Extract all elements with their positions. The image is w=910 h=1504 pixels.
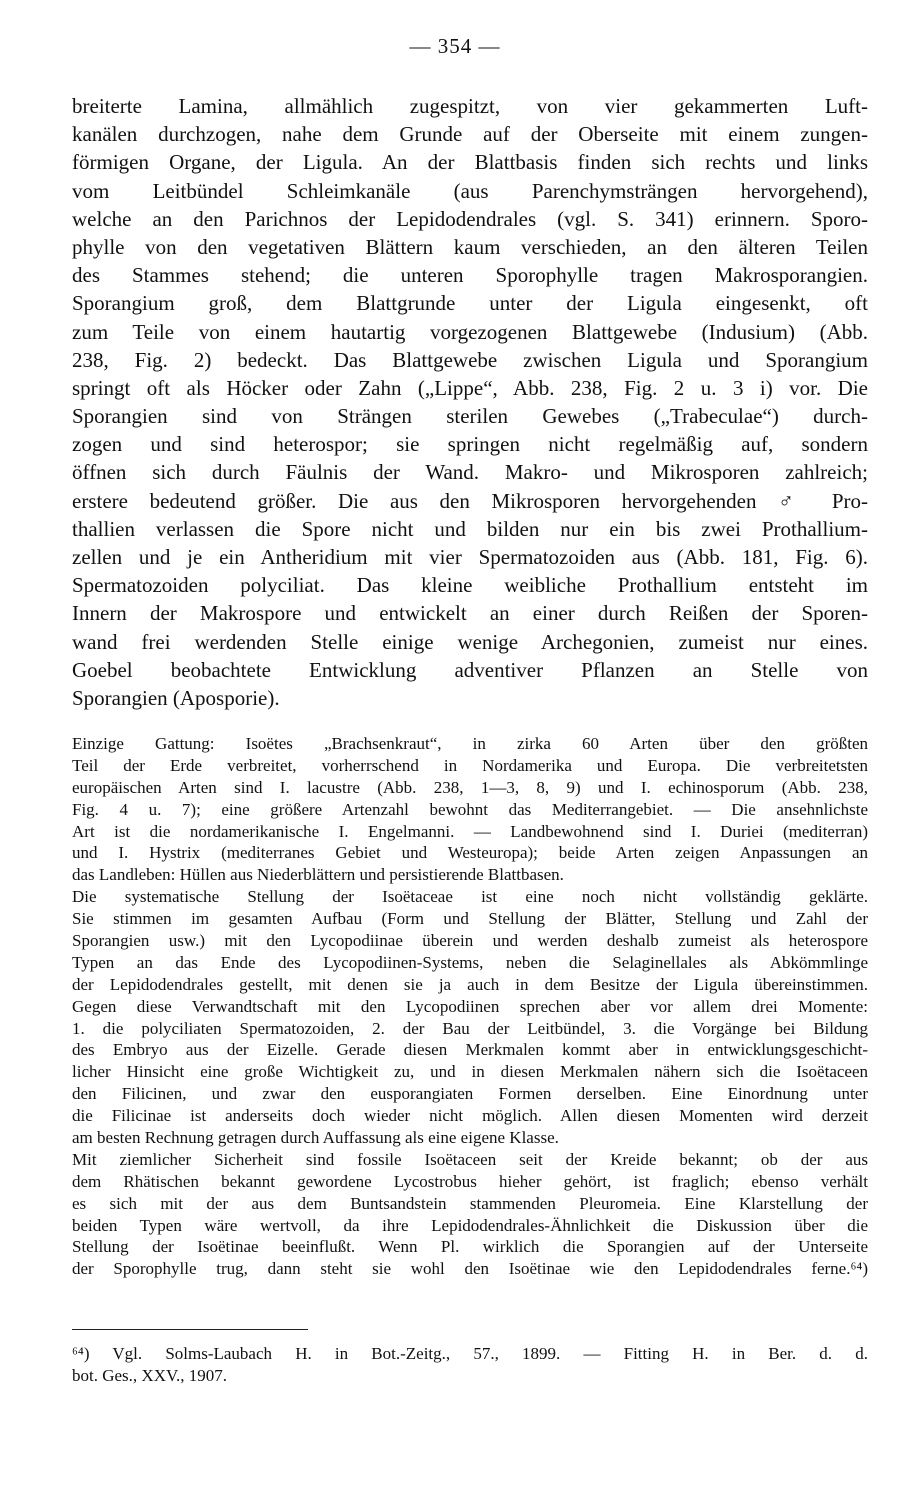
small-text-line: es sich mit der aus dem Buntsandstein stammenden Pleuromeia. Eine Klarstellung der <box>72 1193 868 1213</box>
small-text-line: Stellung der Isoëtinae beeinflußt. Wenn Pl. wirklich die Sporangien auf der Unterseite <box>72 1237 868 1257</box>
text-line: Sporangien (Aposporie). <box>72 685 280 710</box>
text-line: thallien verlassen die Spore nicht und bilden nur ein bis zwei Prothallium- <box>72 516 868 541</box>
text-line: zogen und sind heterospor; sie springen nicht regelmäßig auf, sondern <box>72 432 868 457</box>
text-line: welche an den Parichnos der Lepidodendrales (vgl. S. 341) erinnern. Sporo- <box>72 206 868 231</box>
small-text-line: Sie stimmen im gesamten Aufbau (Form und Stellung der Blätter, Stellung und Zahl der <box>72 909 868 929</box>
small-text-line: Die systematische Stellung der Isoëtaceae ist eine noch nicht vollständig geklärte. <box>72 887 868 907</box>
small-text-line: Typen an das Ende des Lycopodiinen-Systems, neben die Selaginellales als Abkömmlinge <box>72 952 868 972</box>
small-text-line: der Sporophylle trug, dann steht sie wohl den Isoëtinae wie den Lepidodendrales ferne.⁶⁴) <box>72 1259 868 1279</box>
small-print-section <box>72 733 868 1280</box>
small-text-line: die Filicinae ist anderseits doch wieder nicht möglich. Allen diesen Momenten wird derzeit <box>72 1106 868 1126</box>
small-text-line: Fig. 4 u. 7); eine größere Artenzahl bewohnt das Mediterrangebiet. — Die ansehnlichste <box>72 799 868 819</box>
small-text-line: beiden Typen wäre wertvoll, da ihre Lepidodendrales-Ähnlichkeit die Diskussion über die <box>72 1215 868 1235</box>
text-line: Goebel beobachtete Entwicklung adventiver Pflanzen an Stelle von <box>72 657 868 682</box>
small-text-line: Art ist die nordamerikanische I. Engelmanni. — Landbewohnend sind I. Duriei (mediterran) <box>72 821 868 841</box>
text-line: wand frei werdenden Stelle einige wenige Archegonien, zumeist nur eines. <box>72 629 868 654</box>
text-line: breiterte Lamina, allmählich zugespitzt, von vier gekammerten Luft- <box>72 94 868 118</box>
small-text-line: der Lepidodendrales gestellt, mit denen sie ja auch in dem Besitze der Ligula übereinstimmen. <box>72 974 868 994</box>
text-line: Sporangien sind von Strängen sterilen Gewebes („Trabeculae“) durch- <box>72 404 868 429</box>
small-text-line: das Landleben: Hüllen aus Niederblättern und persistierende Blattbasen. <box>72 865 564 885</box>
text-line: förmigen Organe, der Ligula. An der Blattbasis finden sich rechts und links <box>72 150 868 175</box>
footnote-rule <box>72 1329 308 1330</box>
footnote-line: bot. Ges., XXV., 1907. <box>72 1365 228 1385</box>
text-line: kanälen durchzogen, nahe dem Grunde auf der Oberseite mit einem zungen- <box>72 122 868 147</box>
small-text-line: Mit ziemlicher Sicherheit sind fossile Isoëtaceen seit der Kreide bekannt; ob der aus <box>72 1149 868 1169</box>
small-text-line: Einzige Gattung: Isoëtes „Brachsenkraut“, in zirka 60 Arten über den größten <box>72 734 868 753</box>
text-line: phylle von den vegetativen Blättern kaum verschieden, an den älteren Teilen <box>72 234 868 259</box>
text-line: 238, Fig. 2) bedeckt. Das Blattgewebe zwischen Ligula und Sporangium <box>72 347 868 372</box>
text-line: Spermatozoiden polyciliat. Das kleine weibliche Prothallium entsteht im <box>72 573 868 598</box>
text-line: springt oft als Höcker oder Zahn („Lippe“, Abb. 238, Fig. 2 u. 3 i) vor. Die <box>72 375 868 400</box>
text-line: zum Teile von einem hautartig vorgezogenen Blattgewebe (Indusium) (Abb. <box>72 319 868 344</box>
text-line: des Stammes stehend; die unteren Sporophylle tragen Makrosporangien. <box>72 263 868 288</box>
page-number: — 354 — <box>409 34 501 58</box>
text-line: Sporangium groß, dem Blattgrunde unter der Ligula eingesenkt, oft <box>72 291 868 316</box>
small-text-line: Teil der Erde verbreitet, vorherrschend in Nordamerika und Europa. Die verbreitetsten <box>72 755 868 775</box>
small-text-line: und I. Hystrix (mediterranes Gebiet und Westeuropa); beide Arten zeigen Anpassungen an <box>72 843 868 863</box>
text-line: Innern der Makrospore und entwickelt an einer durch Reißen der Sporen- <box>72 601 868 626</box>
text-line: öffnen sich durch Fäulnis der Wand. Makro- und Mikrosporen zahlreich; <box>72 460 868 485</box>
small-text-line: 1. die polyciliaten Spermatozoiden, 2. der Bau der Leitbündel, 3. die Vorgänge bei Bildung <box>72 1018 868 1038</box>
text-line: vom Leitbündel Schleimkanäle (aus Parenchymsträngen hervorgehend), <box>72 178 868 203</box>
footnote-line: ⁶⁴) Vgl. Solms-Laubach H. in Bot.-Zeitg., 57., 1899. — Fitting H. in Ber. d. d. <box>72 1344 868 1363</box>
small-text-line: dem Rhätischen bekannt gewordene Lycostrobus hieher gehört, ist fraglich; ebenso verhält <box>72 1171 868 1191</box>
main-paragraph <box>72 92 868 712</box>
small-text-line: des Embryo aus der Eizelle. Gerade diesen Merkmalen kommt aber in entwicklungsgeschicht- <box>72 1040 868 1060</box>
small-text-line: europäischen Arten sind I. lacustre (Abb. 238, 1—3, 8, 9) und I. echinosporum (Abb. 238, <box>72 777 868 797</box>
small-text-line: den Filicinen, und zwar den eusporangiaten Formen derselben. Eine Einordnung unter <box>72 1084 868 1104</box>
footnote <box>72 1343 868 1387</box>
text-line: erstere bedeutend größer. Die aus den Mikrosporen hervorgehenden ♂ Pro- <box>72 488 868 513</box>
small-text-line: licher Hinsicht eine große Wichtigkeit zu, und in diesen Merkmalen nähern sich die Isoëtaceen <box>72 1062 868 1082</box>
text-line: zellen und je ein Antheridium mit vier Spermatozoiden aus (Abb. 181, Fig. 6). <box>72 545 868 569</box>
small-text-line: am besten Rechnung getragen durch Auffassung als eine eigene Klasse. <box>72 1128 559 1148</box>
small-text-line: Sporangien usw.) mit den Lycopodiinae überein und werden deshalb zumeist als heterospore <box>72 931 868 951</box>
small-text-line: Gegen diese Verwandtschaft mit den Lycopodiinen sprechen aber vor allem drei Momente: <box>72 996 868 1016</box>
